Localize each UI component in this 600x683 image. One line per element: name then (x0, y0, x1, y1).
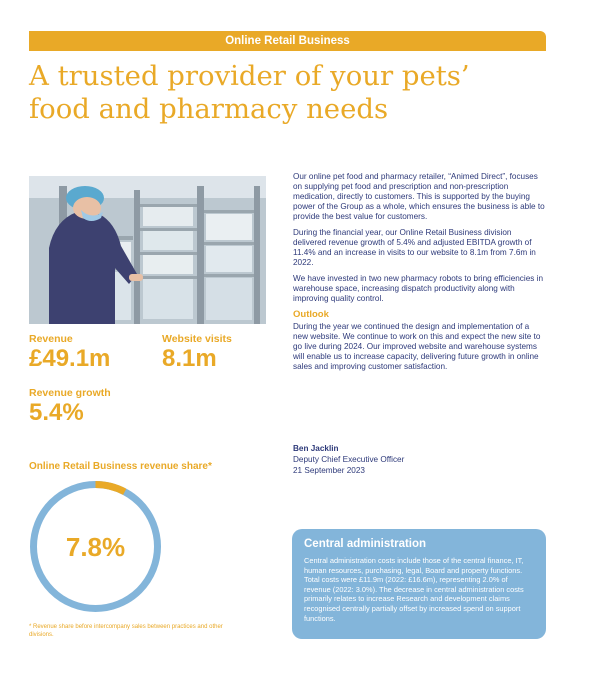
revenue-label: Revenue (29, 333, 73, 345)
central-administration-body: Central administration costs include those of the central finance, IT, human resources, purchasing, legal, Board and property functions. Total costs were £11.9m (2022: £16.6m), representing 2.0% of revenue (2022: 3.0%). The decrease in central administration costs primarily relates to increase Research and development claims recognised centrally partially offset by increased spend on support functions. (304, 556, 524, 623)
footnote: * Revenue share before intercompany sales between practices and other divisions. (29, 624, 223, 638)
pharmacy-warehouse-photo (29, 176, 266, 324)
website-visits-value: 8.1m (162, 345, 217, 372)
page-headline (29, 60, 569, 126)
central-administration-box (292, 529, 546, 639)
revenue-share-chart-title: Online Retail Business revenue share* (29, 461, 212, 472)
central-administration-title: Central administration (304, 538, 427, 550)
website-visits-label: Website visits (162, 333, 232, 345)
outlook-paragraph: During the year we continued the design and implementation of a new website. We continue to work on this and expect the new site to go live during 2024. Our improved website and warehouse systems will enable us to increase capacity, delivering future growth in online sales and improving customer satisfaction. (293, 322, 541, 371)
intro-paragraph: Our online pet food and pharmacy retailer, “Animed Direct”, focuses on supplying pet food and prescription and non-prescription medication, directly to customers. This is supported by the buying power of the Group as a whole, which ensures the business is able to provide the best value for customers. (293, 172, 545, 221)
signatory-name: Ben Jacklin (293, 444, 339, 453)
revenue-growth-label: Revenue growth (29, 387, 111, 399)
section-banner: Online Retail Business (29, 31, 546, 51)
revenue-growth-value: 5.4% (29, 399, 84, 426)
outlook-heading: Outlook (293, 309, 329, 320)
body-text-column (293, 172, 545, 378)
revenue-share-donut (29, 480, 162, 613)
revenue-value: £49.1m (29, 345, 111, 372)
investment-paragraph: We have invested in two new pharmacy robots to bring efficiencies in warehouse space, increasing dispatch productivity along with improving quality control. (293, 274, 544, 303)
signatory-role: Deputy Chief Executive Officer (293, 455, 405, 464)
headline-line-1: A trusted provider of your pets’ (29, 60, 470, 92)
donut-center-value: 7.8% (65, 532, 126, 562)
photo-illustration (29, 176, 266, 324)
signature-date: 21 September 2023 (293, 466, 365, 475)
performance-paragraph: During the financial year, our Online Retail Business division delivered revenue growth of 5.4% and adjusted EBITDA growth of 11.4% and an increase in visits to our website to 8.1m from 7.6m in 2022. (293, 228, 536, 267)
headline-line-2: food and pharmacy needs (29, 93, 389, 125)
